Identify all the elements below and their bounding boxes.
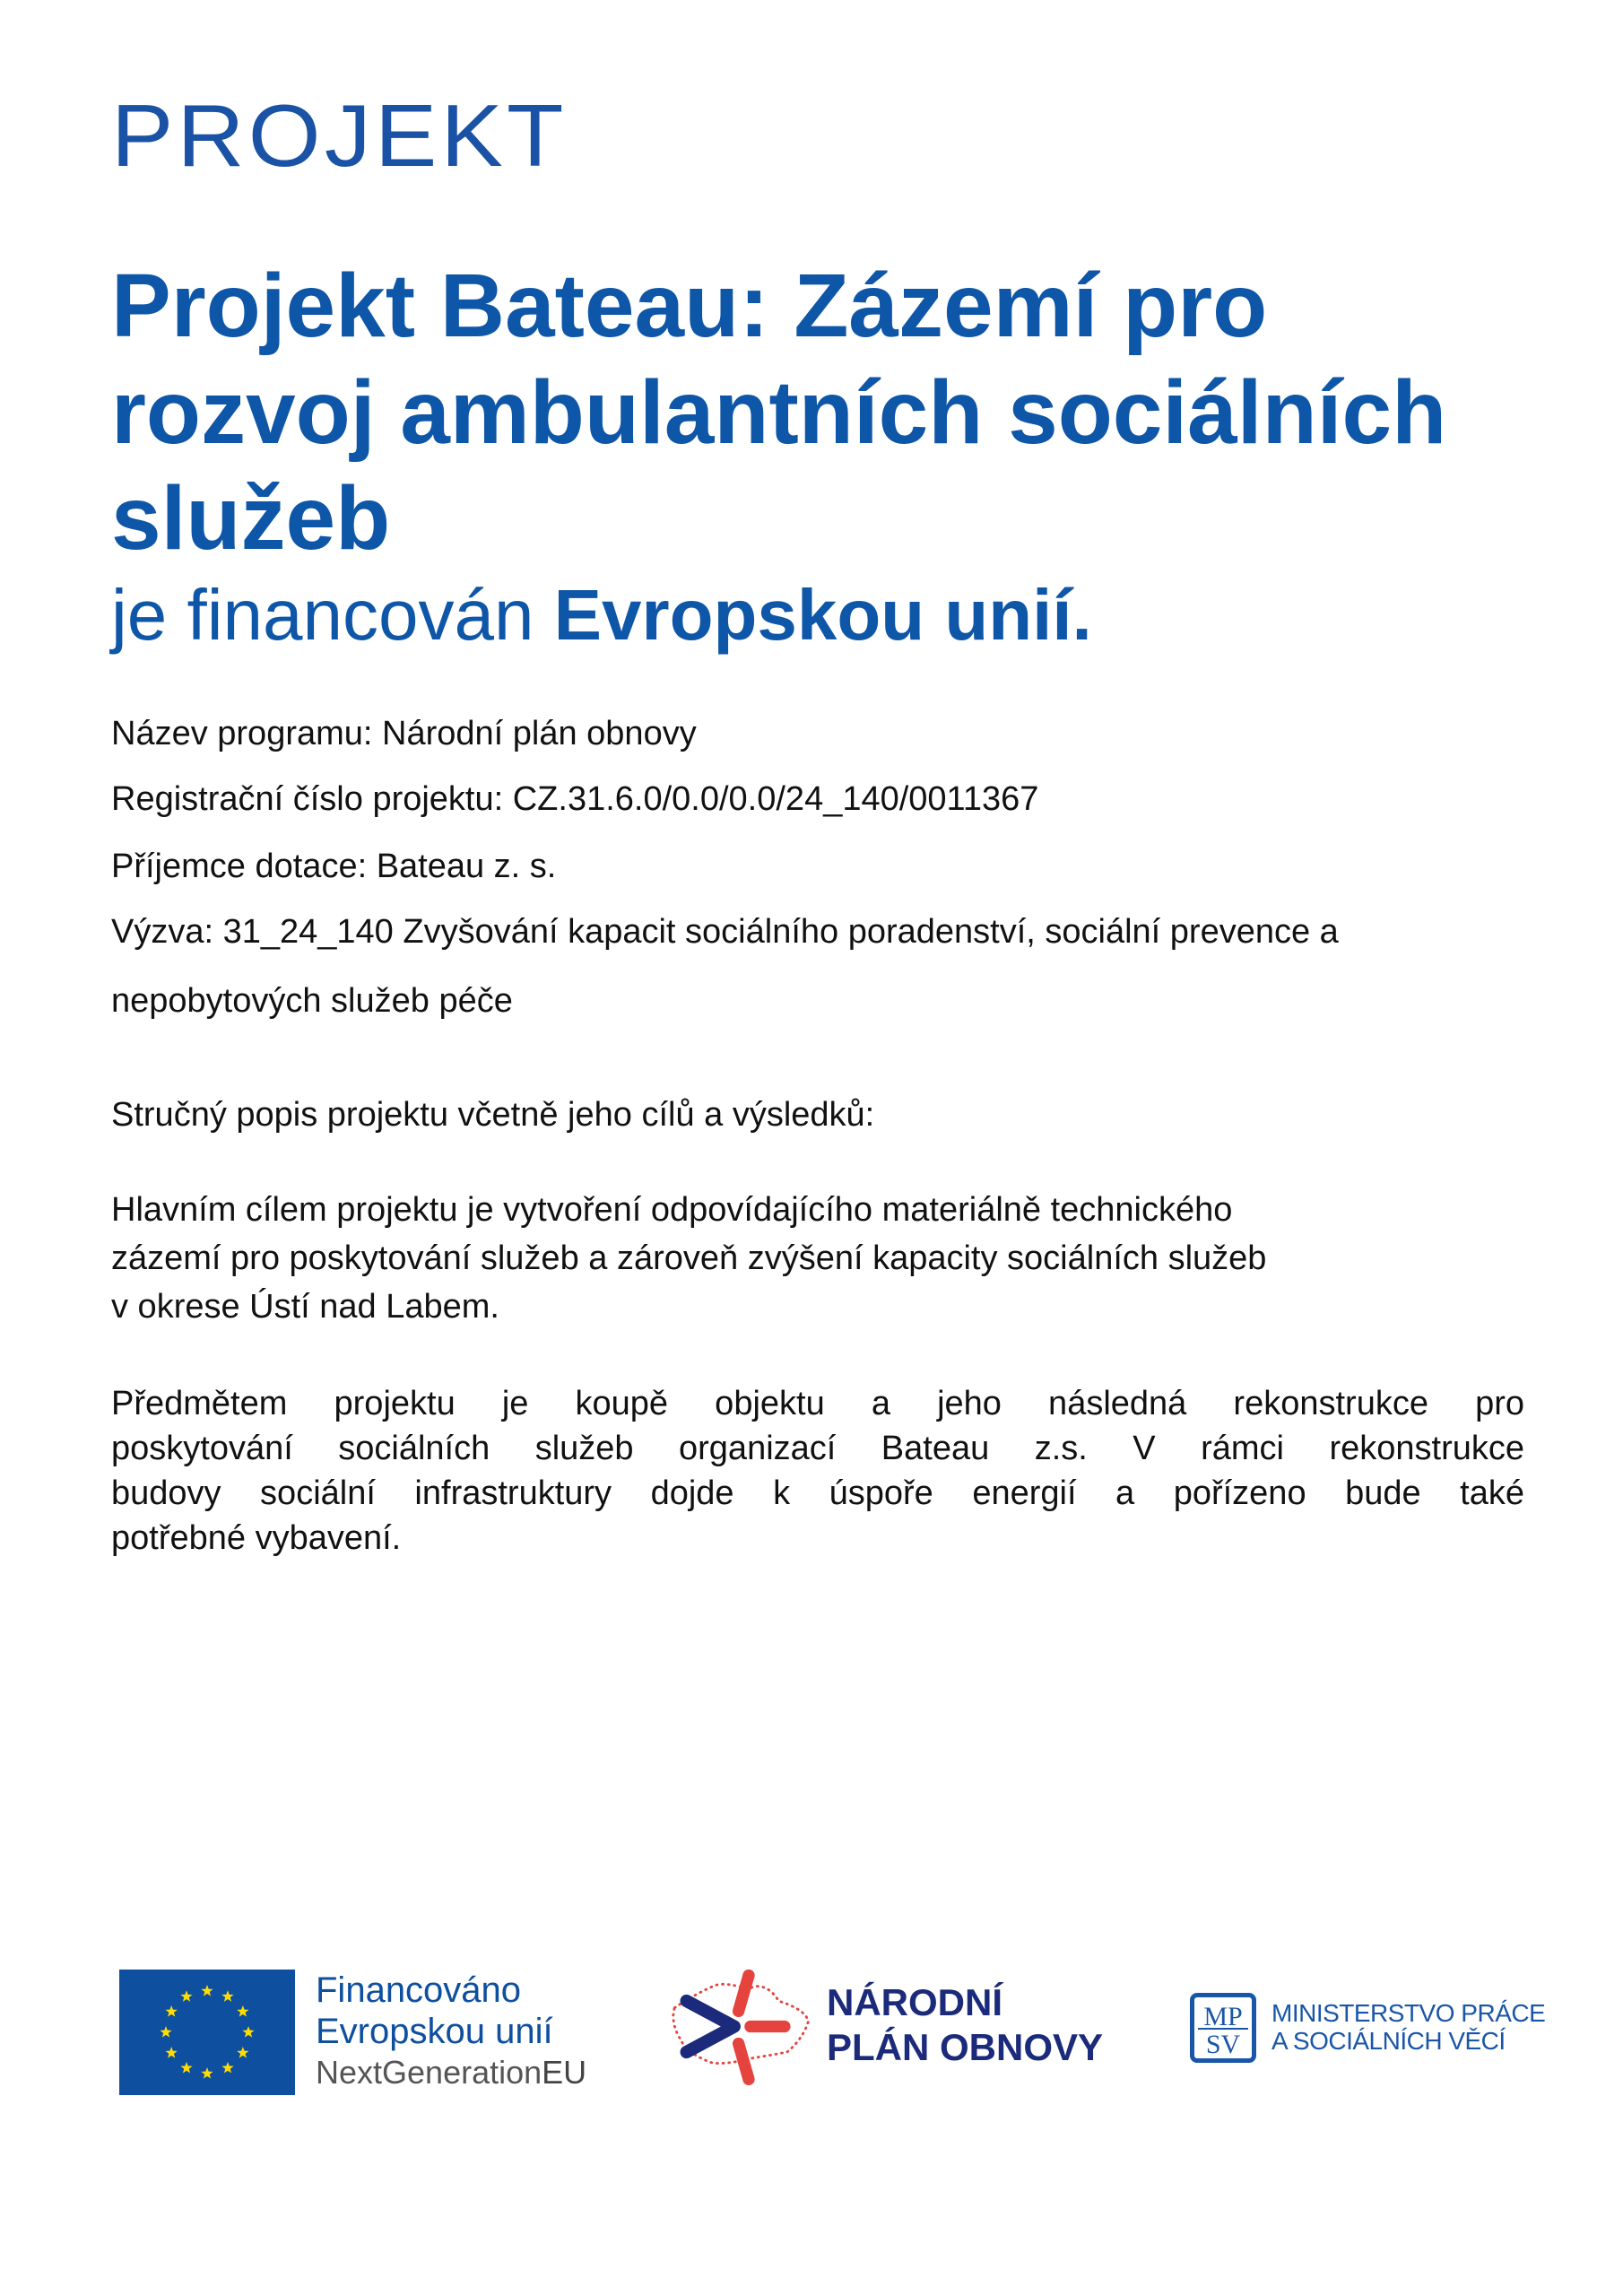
call-line-1: Výzva: 31_24_140 Zvyšování kapacit sociálního poradenství, sociální prevence a — [111, 913, 1339, 951]
description-paragraph-1 — [111, 1186, 1524, 1331]
title-line: rozvoj ambulantních sociálních — [111, 361, 1447, 463]
section-label: PROJEKT — [111, 86, 568, 185]
subtitle-emphasis: Evropskou unií. — [553, 575, 1092, 655]
ng-text: NextGeneration — [316, 2054, 542, 2091]
next-generation-eu — [316, 2052, 586, 2093]
npo-text — [827, 1980, 1103, 2070]
eu-text-line-1: Financováno — [316, 1970, 522, 2010]
paragraph-line: zázemí pro poskytování služeb a zároveň zvýšení kapacity sociálních služeb — [111, 1239, 1267, 1277]
page-title — [111, 253, 1582, 572]
npo-text-line-1: NÁRODNÍ — [827, 1981, 1002, 2023]
funding-subtitle — [111, 570, 1092, 660]
call-line-2: nepobytových služeb péče — [111, 982, 513, 1020]
description-paragraph-2 — [111, 1381, 1524, 1561]
program-name: Název programu: Národní plán obnovy — [111, 715, 697, 752]
paragraph-line: potřebné vybavení. — [111, 1519, 402, 1557]
mpsv-text — [1271, 1999, 1545, 2055]
npo-star-icon — [666, 1967, 814, 2086]
eu-flag-icon — [119, 1970, 295, 2095]
description-heading: Stručný popis projektu včetně jeho cílů a výsledků: — [111, 1096, 875, 1134]
mpsv-monogram-bottom: SV — [1205, 2030, 1241, 2058]
mpsv-text-line-2: A SOCIÁLNÍCH VĚCÍ — [1271, 2027, 1506, 2055]
paragraph-line: Předmětem projektu je koupě objektu a jeho následná rekonstrukce pro — [111, 1385, 1524, 1422]
mpsv-text-line-1: MINISTERSTVO PRÁCE — [1271, 1999, 1546, 2027]
mpsv-monogram-top: MP — [1203, 2002, 1243, 2031]
title-line: služeb — [111, 468, 391, 569]
paragraph-line: poskytování sociálních služeb organizací Bateau z.s. V rámci rekonstrukce — [111, 1430, 1524, 1467]
ng-eu-text: EU — [542, 2054, 587, 2091]
paragraph-line: budovy sociální infrastruktury dojde k úspoře energií a pořízeno bude také — [111, 1474, 1524, 1512]
eu-text-line-2: Evropskou unií — [316, 2012, 553, 2051]
title-line: Projekt Bateau: Zázemí pro — [111, 256, 1268, 356]
subtitle-prefix: je financován — [111, 575, 554, 655]
mpsv-monogram-icon — [1190, 1993, 1256, 2063]
eu-funding-text — [316, 1970, 586, 2093]
registration-number: Registrační číslo projektu: CZ.31.6.0/0.0/0.0/24_140/0011367 — [111, 780, 1039, 818]
npo-text-line-2: PLÁN OBNOVY — [827, 2026, 1104, 2068]
paragraph-line: v okrese Ústí nad Labem. — [111, 1288, 499, 1326]
paragraph-line: Hlavním cílem projektu je vytvoření odpovídajícího materiálně technického — [111, 1191, 1233, 1229]
grant-recipient: Příjemce dotace: Bateau z. s. — [111, 848, 557, 885]
